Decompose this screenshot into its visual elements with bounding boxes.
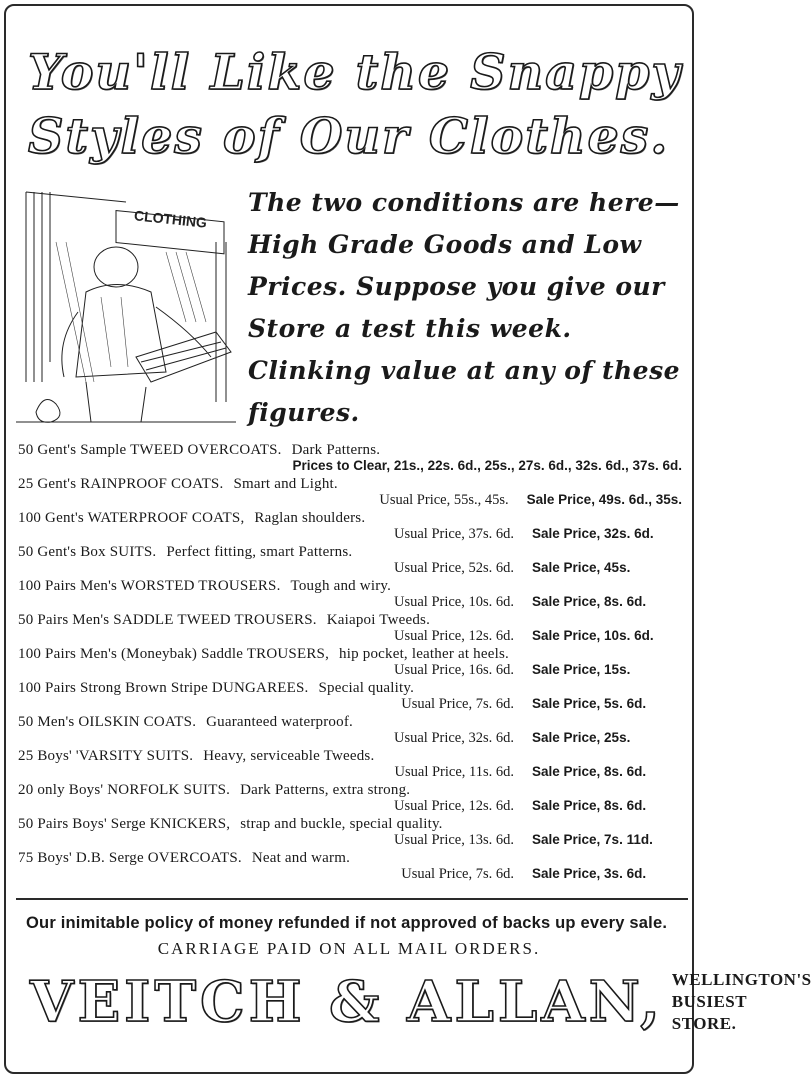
item-line bbox=[18, 612, 692, 629]
list-item bbox=[18, 544, 692, 578]
item-line bbox=[18, 476, 692, 493]
sale-price: Sale Price, 3s. 6d. bbox=[532, 866, 647, 881]
usual-price: Usual Price, 7s. 6d. bbox=[401, 696, 514, 712]
item-prices bbox=[293, 458, 682, 475]
item-title: 20 only Boys' NORFOLK SUITS. bbox=[18, 782, 231, 798]
item-description: Dark Patterns, extra strong. bbox=[240, 782, 411, 798]
usual-price: Usual Price, 55s., 45s. bbox=[379, 492, 509, 508]
price-list bbox=[6, 442, 692, 884]
sale-price: Sale Price, 7s. 11d. bbox=[532, 832, 653, 847]
item-prices bbox=[394, 526, 682, 543]
item-line bbox=[18, 578, 692, 595]
item-line bbox=[18, 816, 692, 833]
item-prices bbox=[394, 832, 682, 849]
sale-price: Sale Price, 49s. 6d., 35s. bbox=[526, 492, 682, 507]
item-title: 75 Boys' D.B. Serge OVERCOATS. bbox=[18, 850, 242, 866]
intro-row bbox=[6, 182, 692, 434]
usual-price: Usual Price, 37s. 6d. bbox=[393, 526, 514, 542]
item-description: Heavy, serviceable Tweeds. bbox=[203, 748, 375, 764]
item-line bbox=[18, 714, 692, 731]
item-title: 25 Boys' 'VARSITY SUITS. bbox=[18, 748, 194, 764]
list-item bbox=[18, 816, 692, 850]
item-prices bbox=[394, 798, 682, 815]
item-prices bbox=[394, 560, 682, 577]
item-prices bbox=[394, 662, 682, 679]
carriage-text: CARRIAGE PAID ON ALL MAIL ORDERS. bbox=[157, 939, 541, 958]
sale-price: Sale Price, 25s. bbox=[532, 730, 631, 745]
footer bbox=[30, 969, 812, 1035]
item-prices bbox=[394, 594, 682, 611]
list-item bbox=[18, 850, 692, 884]
divider bbox=[16, 898, 688, 900]
item-prices bbox=[394, 628, 682, 645]
item-title: 50 Pairs Men's SADDLE TWEED TROUSERS. bbox=[18, 612, 317, 628]
usual-price: Usual Price, 12s. 6d. bbox=[393, 628, 514, 644]
clearance-prices: Prices to Clear, 21s., 22s. 6d., 25s., 27s. 6d., 32s. 6d., 37s. 6d. bbox=[292, 458, 682, 473]
item-prices bbox=[401, 866, 682, 883]
headline: You'll Like the Snappy Styles of Our Clothes. bbox=[28, 43, 682, 165]
item-description: Special quality. bbox=[318, 680, 415, 696]
item-description: Smart and Light. bbox=[233, 476, 338, 492]
list-item bbox=[18, 714, 692, 748]
list-item bbox=[18, 612, 692, 646]
intro-text: The two conditions are here— High Grade Goods and Low Prices. Suppose you give our Store a test this week. Clinking value at any of these figures. bbox=[248, 188, 681, 427]
item-description: Neat and warm. bbox=[251, 850, 351, 866]
sale-price: Sale Price, 32s. 6d. bbox=[532, 526, 654, 541]
sale-price: Sale Price, 8s. 6d. bbox=[532, 594, 647, 609]
item-description: Perfect fitting, smart Patterns. bbox=[166, 544, 353, 560]
shopkeeper-illustration bbox=[16, 182, 236, 432]
item-title: 25 Gent's RAINPROOF COATS. bbox=[18, 476, 224, 492]
sale-price: Sale Price, 5s. 6d. bbox=[532, 696, 647, 711]
usual-price: Usual Price, 32s. 6d. bbox=[393, 730, 514, 746]
sale-price: Sale Price, 10s. 6d. bbox=[532, 628, 654, 643]
item-title: 100 Gent's WATERPROOF COATS, bbox=[18, 510, 245, 526]
item-description: Kaiapoi Tweeds. bbox=[326, 612, 431, 628]
item-title: 50 Pairs Boys' Serge KNICKERS, bbox=[18, 816, 231, 832]
item-description: Tough and wiry. bbox=[290, 578, 392, 594]
list-item bbox=[18, 578, 692, 612]
list-item bbox=[18, 680, 692, 714]
list-item bbox=[18, 442, 692, 476]
list-item bbox=[18, 510, 692, 544]
list-item bbox=[18, 476, 692, 510]
usual-price: Usual Price, 16s. 6d. bbox=[393, 662, 514, 678]
item-description: Guaranteed waterproof. bbox=[206, 714, 353, 730]
item-title: 50 Gent's Box SUITS. bbox=[18, 544, 157, 560]
advertisement bbox=[4, 4, 812, 1074]
sale-price: Sale Price, 15s. bbox=[532, 662, 631, 677]
item-description: Raglan shoulders. bbox=[254, 510, 366, 526]
item-line bbox=[18, 748, 692, 765]
sale-price: Sale Price, 45s. bbox=[532, 560, 631, 575]
list-item bbox=[18, 646, 692, 680]
item-prices bbox=[395, 764, 682, 781]
list-item bbox=[18, 748, 692, 782]
item-line bbox=[18, 510, 692, 527]
policy-text: Our inimitable policy of money refunded if not approved of backs up every sale. bbox=[26, 914, 668, 932]
item-prices bbox=[401, 696, 682, 713]
sign-text: CLOTHING bbox=[133, 207, 208, 231]
usual-price: Usual Price, 7s. 6d. bbox=[401, 866, 514, 882]
list-item bbox=[18, 782, 692, 816]
tagline: WELLINGTON'S BUSIEST STORE. bbox=[671, 970, 812, 1033]
brand-name: VEITCH & ALLAN, bbox=[30, 969, 664, 1035]
item-line bbox=[18, 544, 692, 561]
item-description: Dark Patterns. bbox=[291, 442, 381, 458]
item-line bbox=[18, 850, 692, 867]
sale-price: Sale Price, 8s. 6d. bbox=[532, 798, 647, 813]
item-prices bbox=[379, 492, 682, 509]
item-line bbox=[18, 680, 692, 697]
item-title: 50 Gent's Sample TWEED OVERCOATS. bbox=[18, 442, 282, 458]
item-line bbox=[18, 646, 692, 663]
item-line bbox=[18, 442, 692, 459]
item-title: 100 Pairs Men's WORSTED TROUSERS. bbox=[18, 578, 281, 594]
sale-price: Sale Price, 8s. 6d. bbox=[532, 764, 647, 779]
usual-price: Usual Price, 11s. 6d. bbox=[394, 764, 514, 780]
usual-price: Usual Price, 13s. 6d. bbox=[393, 832, 514, 848]
item-description: strap and buckle, special quality. bbox=[240, 816, 443, 832]
item-title: 100 Pairs Men's (Moneybak) Saddle TROUSERS, bbox=[18, 646, 330, 662]
item-description: hip pocket, leather at heels. bbox=[339, 646, 509, 662]
item-title: 50 Men's OILSKIN COATS. bbox=[18, 714, 197, 730]
usual-price: Usual Price, 52s. 6d. bbox=[393, 560, 514, 576]
item-line bbox=[18, 782, 692, 799]
item-title: 100 Pairs Strong Brown Stripe DUNGAREES. bbox=[18, 680, 309, 696]
usual-price: Usual Price, 12s. 6d. bbox=[393, 798, 514, 814]
usual-price: Usual Price, 10s. 6d. bbox=[393, 594, 514, 610]
item-prices bbox=[394, 730, 682, 747]
